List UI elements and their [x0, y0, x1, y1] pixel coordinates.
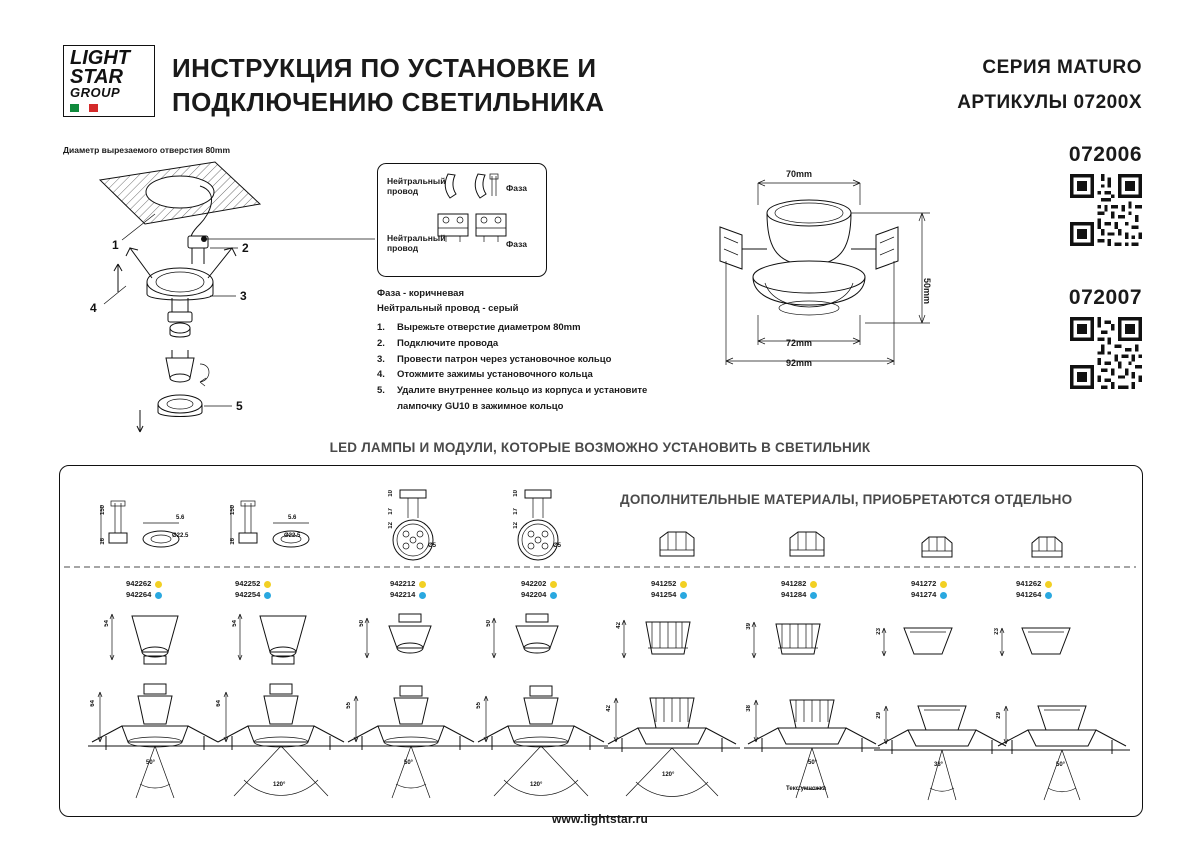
lamp-side-942262 [100, 608, 210, 668]
code-row [1016, 589, 1052, 600]
svg-text:3: 3 [240, 289, 247, 303]
step-item [377, 352, 687, 368]
product-codes [781, 578, 817, 601]
code-row [126, 589, 162, 600]
beam-angle: 50° [1056, 762, 1066, 768]
assembly-beam-942262 [86, 680, 226, 805]
row-divider [60, 565, 1140, 569]
color-dot [550, 592, 557, 599]
step-item [377, 336, 687, 352]
code-row [1016, 578, 1052, 589]
dim-label: 17 [388, 508, 394, 515]
dim-label: 17 [513, 508, 519, 515]
dim-label: 29 [876, 712, 882, 719]
logo [63, 45, 155, 117]
product-codes [651, 578, 687, 601]
qr-code-number: 072007 [1068, 286, 1142, 309]
beam-angle: 120° [273, 782, 286, 788]
code-text: 941282 [781, 579, 807, 588]
svg-text:5: 5 [236, 399, 243, 413]
color-dot [940, 581, 947, 588]
wire-ends-icon [438, 170, 508, 204]
beam-angle: 50° [808, 760, 818, 766]
installation-diagram [60, 152, 360, 432]
dim-label: 29 [996, 712, 1002, 719]
color-dot [680, 581, 687, 588]
svg-text:4: 4 [90, 301, 97, 315]
dim-label: 42 [606, 705, 612, 712]
dim-label: 55 [476, 702, 482, 709]
beam-angle-note: Текс.умножка [786, 786, 827, 792]
code-text: 941272 [911, 579, 937, 588]
color-dot [810, 581, 817, 588]
dim-label: 16 [100, 538, 106, 545]
wire-label-neutral-bottom: Нейтральный провод [387, 233, 446, 253]
extra-materials-title: ДОПОЛНИТЕЛЬНЫЕ МАТЕРИАЛЫ, ПРИОБРЕТАЮТСЯ ОТДЕЛЬНО [620, 492, 1073, 507]
dim-label: 16 [230, 538, 236, 545]
code-row [390, 578, 426, 589]
dim-label: 42 [616, 622, 622, 629]
dim-label: Ø22.5 [284, 533, 301, 539]
color-dot [1045, 581, 1052, 588]
dim-label: 150 [100, 505, 106, 516]
svg-text:1: 1 [112, 238, 119, 252]
lamps-section-title: LED ЛАМПЫ И МОДУЛИ, КОТОРЫЕ ВОЗМОЖНО УСТАНОВИТЬ В СВЕТИЛЬНИК [329, 440, 871, 455]
product-codes [126, 578, 162, 601]
code-row [235, 578, 271, 589]
lamp-thumb-942252 [225, 495, 345, 563]
code-text: 942204 [521, 590, 547, 600]
dim-label: 23 [994, 628, 1000, 635]
step-text: Подключите провода [397, 337, 499, 349]
wire-label-phase-bottom: Фаза [506, 239, 527, 249]
color-dot [155, 581, 162, 588]
code-row [781, 589, 817, 600]
dim-label: 38 [746, 705, 752, 712]
code-text: 942212 [390, 579, 416, 588]
product-codes [521, 578, 557, 601]
step-number: 3. [377, 353, 385, 365]
product-codes [390, 578, 426, 601]
code-text: 941252 [651, 579, 677, 588]
accessory-icon-941272 [912, 535, 962, 563]
ring-side-941262 [990, 622, 1100, 666]
step-item [377, 383, 687, 415]
dim-label: 55 [346, 702, 352, 709]
beam-angle: 120° [530, 782, 543, 788]
legend-neutral: Нейтральный провод - серый [377, 302, 519, 314]
code-text: 942264 [126, 590, 152, 600]
qr-code-number: 072006 [1068, 143, 1142, 166]
qr-code-icon [1070, 174, 1142, 246]
dim-label: 10 [513, 490, 519, 497]
dim-label: 64 [90, 700, 96, 707]
product-codes [911, 578, 947, 601]
code-text: 942262 [126, 579, 152, 588]
step-number: 5. [377, 385, 385, 397]
lamp-side-942252 [228, 608, 338, 668]
dim-label: 23 [876, 628, 882, 635]
terminal-block-icon [436, 210, 510, 244]
code-text: 941274 [911, 590, 937, 600]
qr-block-072006 [1069, 143, 1142, 246]
logo-line-1: LIGHT [70, 47, 130, 69]
assembly-beam-942212 [342, 680, 482, 805]
footer-url[interactable]: www.lightstar.ru [551, 812, 649, 826]
wire-label-neutral-top: Нейтральный провод [387, 176, 446, 196]
logo-line-2: STAR [70, 66, 123, 88]
series-name: СЕРИЯ MATURO [982, 57, 1142, 78]
dim-label: 54 [232, 620, 238, 627]
code-text: 941262 [1016, 579, 1042, 588]
step-item [377, 320, 687, 336]
dim-label: Ø5 [428, 543, 437, 549]
step-item [377, 367, 687, 383]
logo-line-3: GROUP [70, 85, 121, 100]
step-text: Вырежьте отверстие диаметром 80mm [397, 322, 581, 333]
qr-block-072007 [1069, 286, 1142, 389]
dim-label: 12 [513, 522, 519, 529]
svg-text:2: 2 [242, 241, 249, 255]
color-dot [680, 592, 687, 599]
beam-angle: 50° [404, 760, 414, 766]
product-codes [235, 578, 271, 601]
color-dot [419, 581, 426, 588]
color-dot [1045, 592, 1052, 599]
code-text: 942252 [235, 579, 261, 588]
dim-label: 50 [359, 620, 365, 627]
assembly-beam-941252 [602, 690, 742, 805]
dim-label: 50 [486, 620, 492, 627]
code-text: 941264 [1016, 590, 1042, 600]
qr-code-icon [1070, 317, 1142, 389]
step-text: Провести патрон через установочное кольцо [397, 353, 612, 365]
dim-label: 12 [388, 522, 394, 529]
flag-icon [70, 104, 98, 112]
series-block [957, 57, 1142, 114]
accessory-icon-941252 [652, 530, 702, 562]
dim-outer: 92mm [786, 358, 813, 368]
code-row [911, 589, 947, 600]
code-row [235, 589, 271, 600]
color-dot [155, 592, 162, 599]
product-codes [1016, 578, 1052, 601]
step-text: Отожмите зажимы установочного кольца [397, 369, 593, 381]
dim-label: 64 [216, 700, 222, 707]
dim-label: 5.6 [288, 515, 297, 521]
dim-mid: 72mm [786, 338, 813, 348]
dim-top: 70mm [786, 169, 813, 179]
beam-angle: 50° [146, 760, 156, 766]
code-text: 942254 [235, 590, 261, 600]
dim-label: Ø5 [553, 543, 562, 549]
lamp-side-942212 [355, 608, 465, 668]
beam-angle: 38° [934, 762, 944, 768]
wire-legend [377, 287, 518, 316]
dim-height: 50mm [922, 278, 932, 305]
code-text: 942214 [390, 590, 416, 600]
page-title: ИНСТРУКЦИЯ ПО УСТАНОВКЕ И ПОДКЛЮЧЕНИЮ СВЕТИЛЬНИКА [172, 53, 605, 117]
wiring-callout-box [377, 163, 547, 277]
dim-label: 10 [388, 490, 394, 497]
lamp-side-942202 [482, 608, 592, 668]
code-row [521, 589, 557, 600]
module-side-941282 [742, 614, 852, 666]
accessory-icon-941282 [782, 530, 832, 562]
beam-angle: 120° [662, 772, 675, 778]
color-dot [419, 592, 426, 599]
lamp-thumb-942262 [95, 495, 215, 563]
dim-label: 5.6 [176, 515, 185, 521]
color-dot [264, 592, 271, 599]
color-dot [810, 592, 817, 599]
hole-diameter-note: Диаметр вырезаемого отверстия 80mm [63, 145, 231, 155]
product-technical-drawing [700, 165, 960, 375]
ring-side-941272 [872, 622, 982, 666]
code-row [521, 578, 557, 589]
step-number: 4. [377, 369, 385, 381]
color-dot [550, 581, 557, 588]
code-row [390, 589, 426, 600]
callout-leader-line [200, 195, 385, 265]
code-row [781, 578, 817, 589]
accessory-icon-941262 [1022, 535, 1072, 563]
wire-label-phase-top: Фаза [506, 183, 527, 193]
code-text: 941254 [651, 590, 677, 600]
dim-label: Ø22.5 [172, 533, 189, 539]
step-number: 1. [377, 322, 385, 333]
dim-label: 54 [104, 620, 110, 627]
dim-label: 39 [746, 623, 752, 630]
code-row [911, 578, 947, 589]
color-dot [940, 592, 947, 599]
step-text: Удалите внутреннее кольцо из корпуса и установите лампочку GU10 в зажимное кольцо [397, 385, 648, 412]
code-row [126, 578, 162, 589]
steps-list [377, 320, 687, 415]
code-text: 942202 [521, 579, 547, 588]
color-dot [264, 581, 271, 588]
dim-label: 150 [230, 505, 236, 516]
code-row [651, 589, 687, 600]
series-article: АРТИКУЛЫ 07200X [957, 92, 1142, 113]
legend-phase: Фаза - коричневая [377, 288, 464, 299]
code-text: 941284 [781, 590, 807, 600]
assembly-beam-941262 [992, 698, 1132, 806]
assembly-beam-941272 [872, 698, 1012, 806]
step-number: 2. [377, 337, 385, 349]
module-side-941252 [612, 612, 722, 666]
code-row [651, 578, 687, 589]
